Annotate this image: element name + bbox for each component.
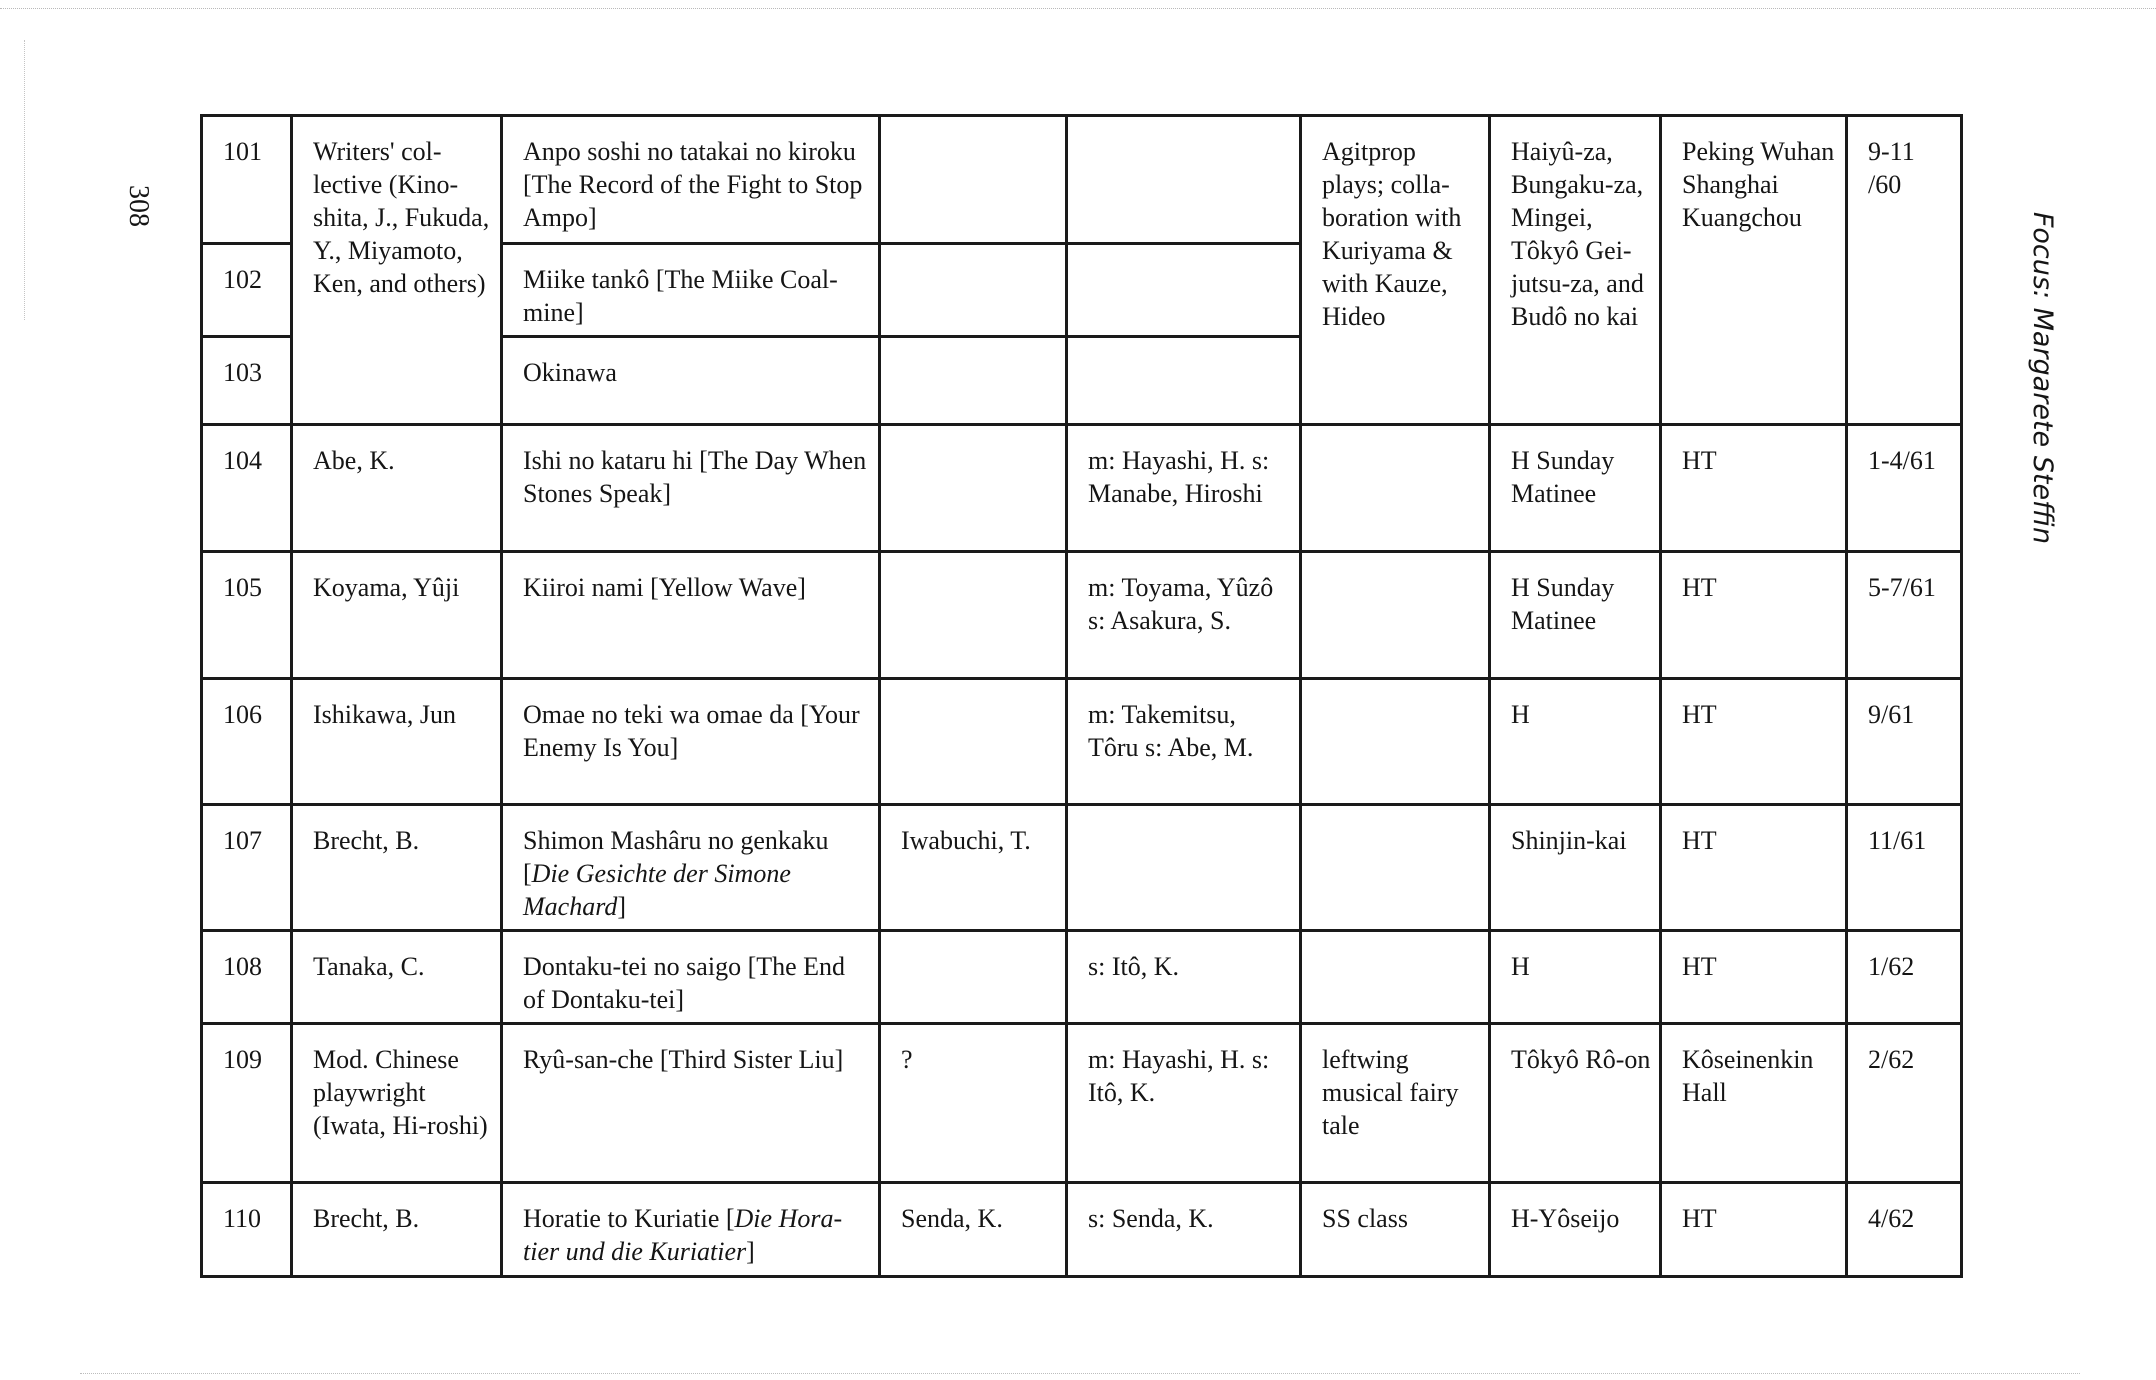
cell-author: Brecht, B.: [292, 805, 502, 931]
cell-notes: [1301, 679, 1490, 805]
cell-no: 101: [202, 116, 292, 244]
cell-title: Dontaku-tei no saigo [The End of Dontaku-tei]: [502, 931, 880, 1024]
cell-notes: [1301, 931, 1490, 1024]
cell-no: 106: [202, 679, 292, 805]
cell-no: 104: [202, 425, 292, 552]
cell-company: Tôkyô Rô-on: [1490, 1024, 1661, 1183]
cell-venue: HT: [1661, 805, 1847, 931]
cell-author: Abe, K.: [292, 425, 502, 552]
cell-date: 4/62: [1847, 1183, 1962, 1277]
cell-venue: HT: [1661, 1183, 1847, 1277]
production-table: [200, 114, 1963, 1278]
cell-venue: HT: [1661, 931, 1847, 1024]
cell-venue: HT: [1661, 679, 1847, 805]
cell-company: H: [1490, 931, 1661, 1024]
cell-music-stage: [1067, 116, 1301, 244]
cell-no: 105: [202, 552, 292, 679]
cell-company: H: [1490, 679, 1661, 805]
cell-no: 102: [202, 244, 292, 337]
cell-music-stage: m: Takemitsu, Tôru s: Abe, M.: [1067, 679, 1301, 805]
title-text: Horatie to Kuriatie [: [523, 1204, 735, 1233]
cell-translator: [880, 679, 1067, 805]
cell-title: Omae no teki wa omae da [Your Enemy Is You]: [502, 679, 880, 805]
cell-venue: Kôseinenkin Hall: [1661, 1024, 1847, 1183]
cell-music-stage: [1067, 244, 1301, 337]
cell-author: Brecht, B.: [292, 1183, 502, 1277]
title-original-italic: Die Gesichte der Simone Machard: [523, 859, 791, 921]
cell-notes: [1301, 425, 1490, 552]
cell-date: 1-4/61: [1847, 425, 1962, 552]
running-header: Focus: Margarete Steffin: [2027, 211, 2058, 545]
cell-venue: HT: [1661, 552, 1847, 679]
cell-title: Anpo soshi no tatakai no kiroku [The Record of the Fight to Stop Ampo]: [502, 116, 880, 244]
cell-date: 5-7/61: [1847, 552, 1962, 679]
cell-translator: [880, 552, 1067, 679]
cell-no: 108: [202, 931, 292, 1024]
page-number: 308: [123, 185, 154, 227]
cell-title: Ryû-san-che [Third Sister Liu]: [502, 1024, 880, 1183]
cell-music-stage: m: Hayashi, H. s: Manabe, Hiroshi: [1067, 425, 1301, 552]
cell-title: Ishi no kataru hi [The Day When Stones Speak]: [502, 425, 880, 552]
cell-title: Miike tankô [The Miike Coal-mine]: [502, 244, 880, 337]
cell-translator: [880, 337, 1067, 425]
cell-venue: Peking Wuhan Shanghai Kuangchou: [1661, 116, 1847, 425]
scan-edge-bottom: [80, 1373, 2080, 1374]
cell-notes: Agitprop plays; colla-boration with Kuriyama & with Kauze, Hideo: [1301, 116, 1490, 425]
table-row: [202, 552, 1962, 679]
cell-company: Haiyû-za, Bungaku-za, Mingei, Tôkyô Gei-jutsu-za, and Budô no kai: [1490, 116, 1661, 425]
table-row: [202, 1024, 1962, 1183]
cell-author: Mod. Chinese playwright (Iwata, Hi-roshi): [292, 1024, 502, 1183]
cell-music-stage: s: Itô, K.: [1067, 931, 1301, 1024]
table-row: [202, 805, 1962, 931]
cell-title: Okinawa: [502, 337, 880, 425]
cell-date: 1/62: [1847, 931, 1962, 1024]
cell-translator: [880, 425, 1067, 552]
cell-author: Koyama, Yûji: [292, 552, 502, 679]
cell-venue: HT: [1661, 425, 1847, 552]
cell-translator: [880, 931, 1067, 1024]
scan-edge-left: [24, 40, 25, 320]
table-row: [202, 679, 1962, 805]
cell-translator: Iwabuchi, T.: [880, 805, 1067, 931]
title-bracket-close: ]: [746, 1237, 755, 1266]
cell-company: H Sunday Matinee: [1490, 552, 1661, 679]
cell-music-stage: m: Hayashi, H. s: Itô, K.: [1067, 1024, 1301, 1183]
cell-date: 9-11 /60: [1847, 116, 1962, 425]
cell-date: 9/61: [1847, 679, 1962, 805]
cell-no: 109: [202, 1024, 292, 1183]
cell-music-stage: [1067, 337, 1301, 425]
cell-no: 103: [202, 337, 292, 425]
cell-music-stage: s: Senda, K.: [1067, 1183, 1301, 1277]
cell-author: Writers' col-lective (Kino-shita, J., Fukuda, Y., Miyamoto, Ken, and others): [292, 116, 502, 425]
cell-no: 110: [202, 1183, 292, 1277]
title-original-italic: Die Hora-tier und die Kuriatier: [523, 1204, 843, 1266]
cell-title: [502, 805, 880, 931]
cell-translator: [880, 116, 1067, 244]
cell-title: [502, 1183, 880, 1277]
title-bracket-close: ]: [617, 892, 627, 921]
cell-title: Kiiroi nami [Yellow Wave]: [502, 552, 880, 679]
cell-no: 107: [202, 805, 292, 931]
cell-music-stage: [1067, 805, 1301, 931]
table-row: [202, 116, 1962, 244]
table-row: [202, 1183, 1962, 1277]
cell-notes: leftwing musical fairy tale: [1301, 1024, 1490, 1183]
cell-music-stage: m: Toyama, Yûzô s: Asakura, S.: [1067, 552, 1301, 679]
cell-translator: ?: [880, 1024, 1067, 1183]
cell-translator: Senda, K.: [880, 1183, 1067, 1277]
table-row: [202, 931, 1962, 1024]
cell-notes: [1301, 552, 1490, 679]
cell-notes: SS class: [1301, 1183, 1490, 1277]
cell-author: Ishikawa, Jun: [292, 679, 502, 805]
cell-company: H Sunday Matinee: [1490, 425, 1661, 552]
cell-author: Tanaka, C.: [292, 931, 502, 1024]
cell-translator: [880, 244, 1067, 337]
cell-notes: [1301, 805, 1490, 931]
cell-date: 11/61: [1847, 805, 1962, 931]
cell-company: H-Yôseijo: [1490, 1183, 1661, 1277]
title-text: Shimon Mashâru no genkaku [: [523, 826, 829, 888]
cell-company: Shinjin-kai: [1490, 805, 1661, 931]
cell-date: 2/62: [1847, 1024, 1962, 1183]
scan-edge-top: [0, 8, 2156, 9]
table-row: [202, 425, 1962, 552]
